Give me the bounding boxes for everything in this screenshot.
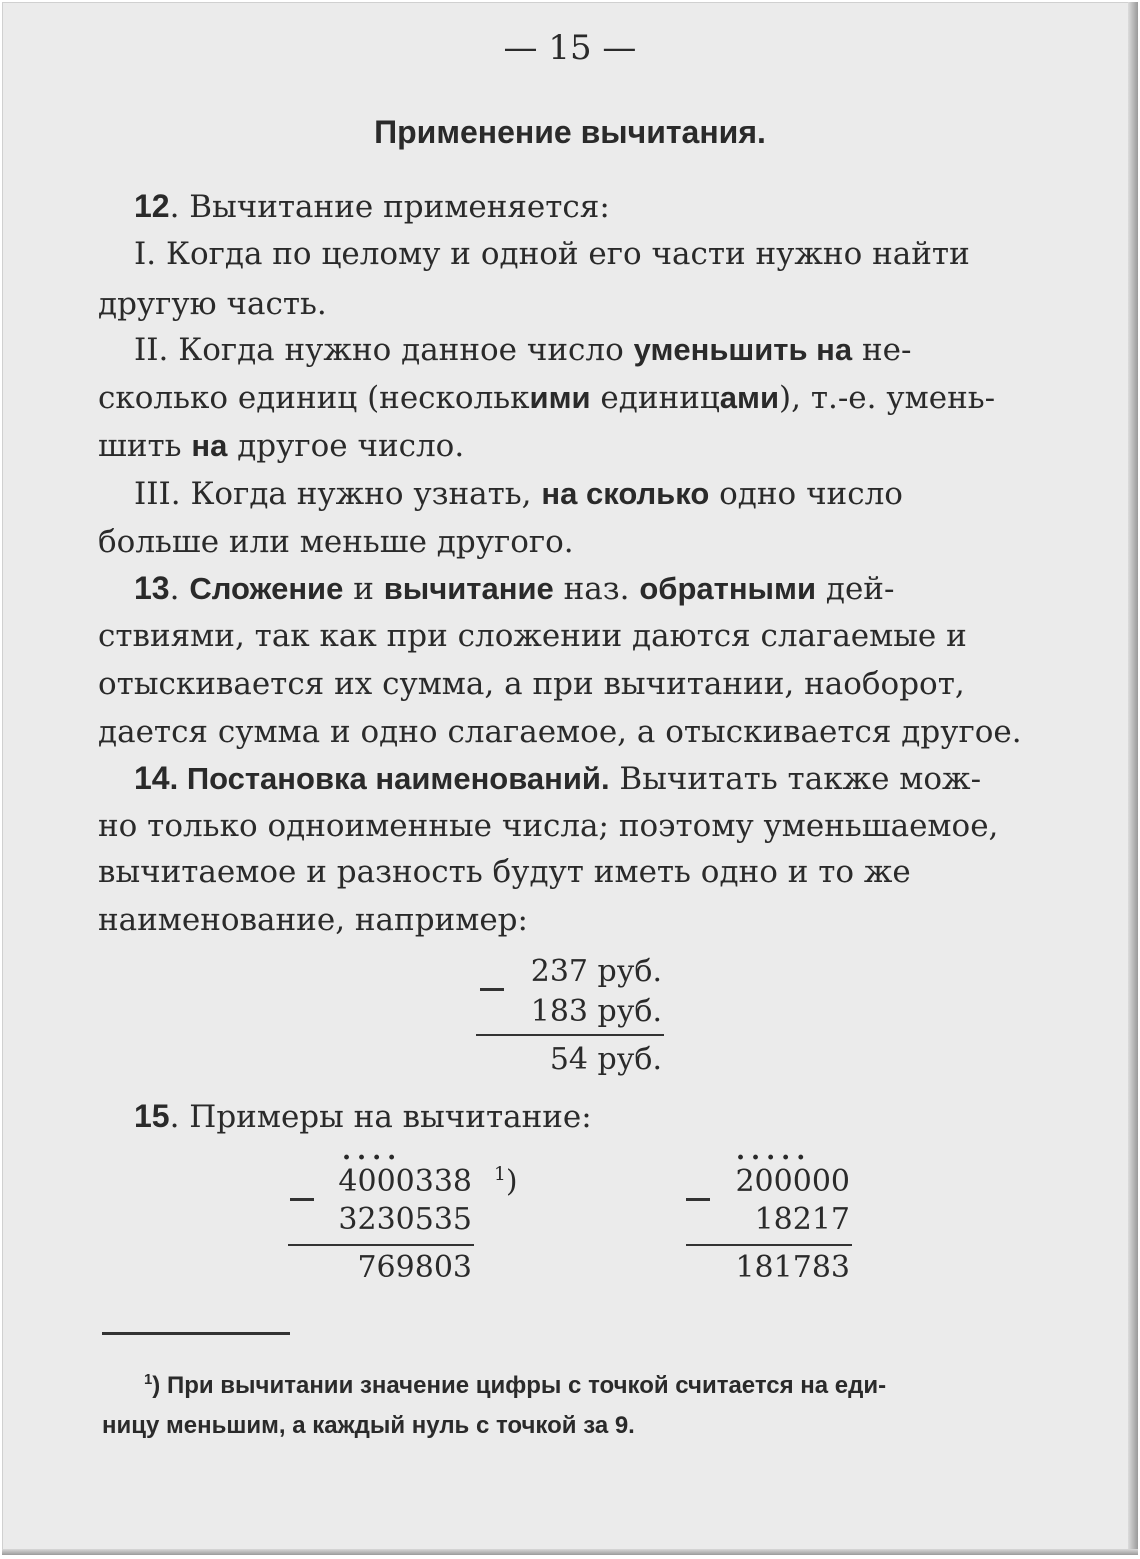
text-run: наз.	[553, 571, 640, 607]
borrow-dots: ....	[342, 1136, 403, 1166]
paragraph-13-line-3: отыскивается их сумма, а при вычитании, наоборот,	[98, 666, 965, 702]
text-run: и	[343, 571, 384, 607]
emphasis: ами	[719, 380, 780, 415]
book-page	[2, 2, 1138, 1555]
paragraph-12	[134, 188, 610, 225]
page-number: — 15 —	[503, 28, 637, 68]
example2-difference: 181783	[735, 1250, 850, 1285]
paragraph-number: 12	[134, 188, 170, 224]
rule-1-line-2: другую часть.	[98, 286, 327, 322]
footnote-line-1	[144, 1372, 886, 1400]
page-edge-shadow	[1128, 2, 1138, 1555]
example1-result-line	[288, 1244, 474, 1246]
paragraph-13-line-4: дается сумма и одно слагаемое, а отыскивается другое.	[98, 714, 1022, 750]
paragraph-number: 15	[134, 1098, 170, 1134]
text-run: шить	[98, 428, 192, 464]
emphasis: меньшим	[166, 1412, 279, 1439]
emphasis: уменьшить на	[633, 332, 853, 367]
paragraph-14-line-4: наименование, например:	[98, 902, 528, 938]
paragraph-15	[134, 1098, 592, 1135]
emphasis: точкой	[588, 1372, 669, 1399]
emphasis: на	[191, 428, 228, 463]
paragraph-14-line-3: вычитаемое и разность будут иметь одно и то же	[98, 854, 911, 890]
emphasis: Сложение	[189, 571, 344, 606]
borrow-dots: .....	[736, 1136, 812, 1166]
emphasis: цифры	[475, 1372, 562, 1399]
paragraph-number: 14	[134, 760, 170, 796]
text-run: единиц	[590, 380, 720, 416]
text-run: с	[561, 1372, 589, 1399]
paragraph-heading: . Постановка наименований.	[169, 761, 610, 796]
example1-minuend: 4000338	[338, 1164, 472, 1199]
footnote-paren: )	[505, 1164, 518, 1199]
paragraph-text: . Вычитание применяется:	[169, 189, 610, 225]
text-run: сколько единиц (нескольк	[98, 380, 530, 416]
text-run: ) При вычитании значение	[152, 1372, 476, 1399]
paragraph-14-line-1	[134, 760, 981, 797]
rule-3-line-2: больше или меньше другого.	[98, 524, 574, 560]
emphasis: ими	[529, 380, 591, 415]
rub-difference: 54 руб.	[549, 1042, 662, 1077]
text-run: III. Когда нужно узнать,	[134, 476, 542, 512]
minus-sign	[686, 1198, 710, 1201]
rule-3-line-1	[134, 476, 903, 512]
text-run: II. Когда нужно данное число	[134, 332, 634, 368]
text-run: , а каждый нуль с точкой за 9.	[278, 1412, 635, 1439]
example1-subtrahend: 3230535	[338, 1202, 472, 1237]
rub-result-line	[476, 1034, 664, 1036]
section-title: Применение вычитания.	[374, 114, 766, 150]
text-run: считается на еди-	[668, 1372, 887, 1399]
text-run: не-	[852, 332, 912, 368]
paragraph-13-line-2: ствиями, так как при сложении даются слагаемые и	[98, 618, 967, 654]
footnote-line-2	[102, 1412, 635, 1440]
paragraph-number: 13	[134, 570, 170, 606]
text-run: ), т.-е. умень-	[779, 380, 996, 416]
footnote-separator	[102, 1332, 290, 1335]
text-run: одно число	[709, 476, 903, 512]
emphasis: вычитание	[383, 571, 554, 606]
text-run: Вычитать также мож-	[609, 761, 982, 797]
paragraph-text: . Примеры на вычитание:	[169, 1099, 592, 1135]
paragraph-13-line-1	[134, 570, 894, 607]
rule-2-line-3	[98, 428, 464, 464]
example2-result-line	[686, 1244, 852, 1246]
example2-subtrahend: 18217	[754, 1202, 850, 1237]
emphasis: на сколько	[541, 476, 710, 511]
footnote-mark: 1	[144, 1372, 153, 1388]
rub-subtrahend: 183 руб.	[530, 994, 662, 1029]
page-bottom-shadow	[2, 1549, 1138, 1555]
text-run: ницу	[102, 1412, 167, 1439]
minus-sign	[290, 1198, 314, 1201]
rule-1-line-1: I. Когда по целому и одной его части нужно найти	[134, 236, 970, 272]
minus-sign	[480, 988, 504, 991]
text-run: дей-	[816, 571, 895, 607]
footnote-mark: 1	[494, 1164, 506, 1185]
paragraph-14-line-2: но только одноименные числа; поэтому уменьшаемое,	[98, 808, 999, 844]
rub-minuend: 237 руб.	[530, 954, 662, 989]
text-run: другое число.	[227, 428, 465, 464]
example1-difference: 769803	[357, 1250, 472, 1285]
example2-minuend: 200000	[735, 1164, 850, 1199]
emphasis: обратными	[639, 571, 817, 606]
text-run: .	[169, 571, 190, 607]
rule-2-line-1	[134, 332, 911, 368]
footnote-reference	[494, 1164, 518, 1199]
rule-2-line-2	[98, 380, 995, 416]
